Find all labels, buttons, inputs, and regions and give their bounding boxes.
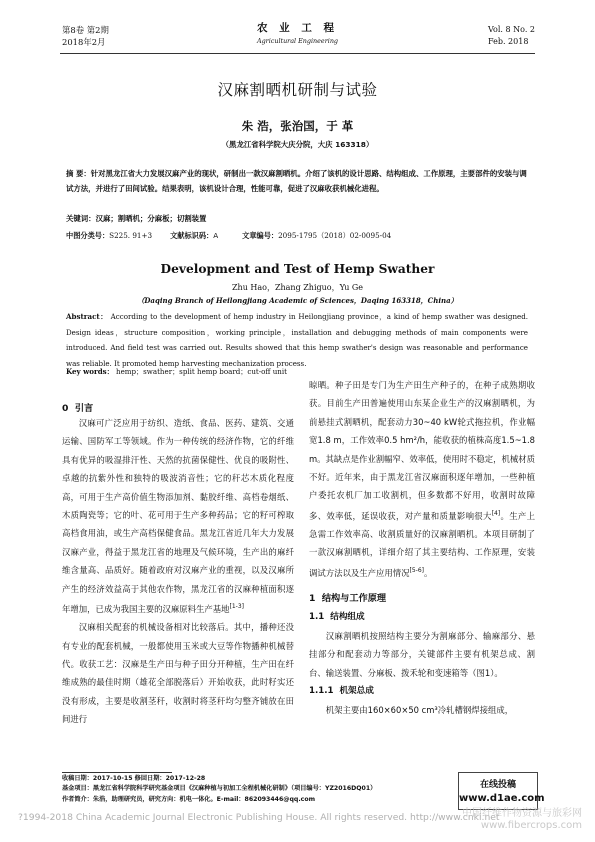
section-number: 1.1 <box>309 612 325 623</box>
paragraph-text: 。 <box>423 567 433 578</box>
left-column <box>62 414 294 729</box>
issue-info-en <box>488 24 535 48</box>
watermark-url: www.fibercrops.com <box>480 820 582 831</box>
paragraph: 汉麻相关配套的机械设备相对比较落后。其中，播种还没有专业的配套机械，一般都使用玉米或大豆等作物播种机械替代。收获工艺：汉麻是生产田与种子田分开种植，生产田在纤维成熟的最佳时期（雄花全部脱落后）开始收获，此时籽实还没有形成，主要是收割茎秆，收割时将茎秆均匀整齐铺放在田间进行 <box>62 622 294 725</box>
section-title: 结构组成 <box>330 612 365 623</box>
watermark-name: 中国纤维作物资源与旅彩网 <box>462 808 582 819</box>
abstract-label: 摘 要： <box>66 169 91 178</box>
english-keywords-text: hemp；swather；split hemp board；cut-off unit <box>116 367 287 376</box>
paragraph-text: 晾晒。种子田是专门为生产田生产种子的，在种子成熟期收获。目前生产田普遍使用山东某企业生产的汉麻割晒机，为前悬挂式割晒机，配套动力30~40 kW轮式拖拉机，作业幅宽1.8 m，工作效率0.5 hm²/h，能收获的植株高度1.5~1.8 m。其缺点是作业割幅窄、效率低，使用时不稳定，机械材质不好。近年来，由于黑龙江省汉麻面积逐年增加，一些种植户委托农机厂加工收割机，但多数都不好用，收割时故障多、效率低，延误收获，对产量和质量影响很大 <box>309 380 535 521</box>
issue-date-cn: 2018年2月 <box>62 37 106 47</box>
article-no-label: 文章编号： <box>242 231 279 240</box>
keywords-cn <box>66 213 206 224</box>
section-1-1-1-heading <box>309 682 535 700</box>
issue-date-en: Feb. 2018 <box>488 37 529 46</box>
paragraph-text: 汉麻可广泛应用于纺织、造纸、食品、医药、建筑、交通运输、国防军工等领域。作为一种传统的经济作物，它的纤维具有优异的吸湿排汗性、天然的抗菌保健性、优良的吸附性、卓越的抗紫外性和独特的吸波消音性；它的秆芯木质化程度高，可用于生产高价值生物添加剂、黏胶纤维、高档卷烟纸、木质陶瓷等；它的叶、花可用于生产多种药品；它的籽可榨取高档食用油，或生产高档保健食品。黑龙江省近几年大力发展汉麻产业，得益于黑龙江省的地理及气候环境，生产出的麻纤维含量高、品质好。随着政府对汉麻产业的重视，以及汉麻所产生的经济效益高于其他农作物，黑龙江省的汉麻种植面积逐年增加，已成为我国主要的汉麻原料生产基地 <box>62 418 294 614</box>
stamp-url: www.d1ae.com <box>459 793 545 804</box>
abstract-text: 针对黑龙江省大力发展汉麻产业的现状，研制出一款汉麻割晒机。介绍了该机的设计思路、结构组成、工作原理，主要部件的安装与调试方法，并进行了田间试验。结果表明，该机设计合理，性能可靠，促进了汉麻收获机械化进程。 <box>66 169 527 193</box>
keywords-text: 汉麻；割晒机；分麻板；切割装置 <box>95 214 207 223</box>
issue: 第2期 <box>86 25 109 35</box>
keywords-label: 关键词： <box>66 214 96 223</box>
paragraph: 机架主要由160×60×50 cm³冷轧槽钢焊接组成， <box>325 704 514 715</box>
section-1-heading <box>309 590 535 608</box>
english-keywords-label: Key words： <box>66 367 114 376</box>
english-abstract-label: Abstract： <box>66 312 108 321</box>
section-number: 1.1.1 <box>309 686 334 697</box>
author-list: 朱 浩，张治国，于 革 <box>241 119 354 133</box>
english-affiliation: （Daqing Branch of Heilongjiang Academic of Sciences，Daqing 163318，China） <box>137 296 458 305</box>
classification-line <box>66 231 391 241</box>
journal-name-cn: 农 业 工 程 <box>257 22 338 34</box>
citation-ref: [4] <box>491 509 501 517</box>
doc-value: A <box>213 231 219 240</box>
footnote-rule <box>62 772 172 773</box>
paragraph <box>62 414 294 618</box>
stamp-label: 在线投稿 <box>479 780 516 790</box>
english-title: Development and Test of Hemp Swather <box>160 262 435 276</box>
affiliation: （黑龙江省科学院大庆分院，大庆 163318） <box>221 140 374 149</box>
english-authors: Zhu Hao，Zhang Zhiguo，Yu Ge <box>231 283 364 292</box>
volume-en: Vol. 8 No. 2 <box>488 25 535 34</box>
right-column <box>309 376 535 719</box>
english-abstract-text: According to the development of hemp industry in Heilongjiang province，a kind of hemp swather was designed. Design ideas，structure composition，working principle，installation and debugging methods of main components were introduced. And field test was carried out. Results showed that this hemp swather's design was reasonable and performance was reliable. It promoted hemp harvesting mechanization process. <box>66 312 529 368</box>
section-number: 1 <box>309 593 316 605</box>
abstract-cn <box>66 167 528 196</box>
doc-label: 文献标识码： <box>170 231 214 240</box>
citation-ref: [5-6] <box>409 566 424 574</box>
footnotes <box>62 774 462 805</box>
class-value: S225. 91+3 <box>109 231 153 240</box>
section-number: 0 <box>62 403 69 414</box>
copyright-line: ?1994-2018 China Academic Journal Electronic Publishing House. All rights reserved. http://www.cnki.net <box>18 812 500 823</box>
paragraph-text: 。生产上急需工作效率高、收割质量好的汉麻割晒机。本项目研制了一款汉麻割晒机，详细介绍了其主要结构、工作原理，安装调试方法以及生产应用情况 <box>309 510 536 578</box>
paragraph <box>309 376 535 582</box>
online-submission-stamp <box>458 772 545 810</box>
english-abstract <box>66 309 528 371</box>
fund-info: 基金项目：黑龙江省科学院科学研究基金项目《汉麻种植与初加工全程机械化研制》（项目编号：YZ2016DQ01） <box>62 785 377 793</box>
article-title: 汉麻割晒机研制与试验 <box>217 81 378 99</box>
article-no: 2095-1795（2018）02-0095-04 <box>278 231 392 240</box>
received-date: 收稿日期：2017-10-15 修回日期：2017-12-28 <box>62 775 206 782</box>
class-label: 中图分类号： <box>66 231 110 240</box>
english-keywords <box>66 367 287 377</box>
section-title: 引言 <box>74 403 94 414</box>
citation-ref: [1-3] <box>229 603 244 611</box>
watermark <box>462 808 582 832</box>
paragraph: 汉麻割晒机按照结构主要分为割麻部分、输麻部分、悬挂部分和配套动力等部分，关键部件主要有机架总成、割台、输送装置、分麻板、拨禾轮和变速箱等（图1）。 <box>309 630 535 678</box>
section-1-1-heading <box>309 608 535 626</box>
journal-name-en: Agricultural Engineering <box>256 37 339 45</box>
section-title: 机架总成 <box>339 686 374 697</box>
section-title: 结构与工作原理 <box>321 593 387 605</box>
volume: 第8卷 <box>62 25 85 35</box>
author-bio: 作者简介：朱浩，助理研究员，研究方向：机电一体化。E-mail：862093446@qq.com <box>62 795 316 803</box>
section-0-heading <box>62 400 93 414</box>
header-rule <box>60 53 535 54</box>
